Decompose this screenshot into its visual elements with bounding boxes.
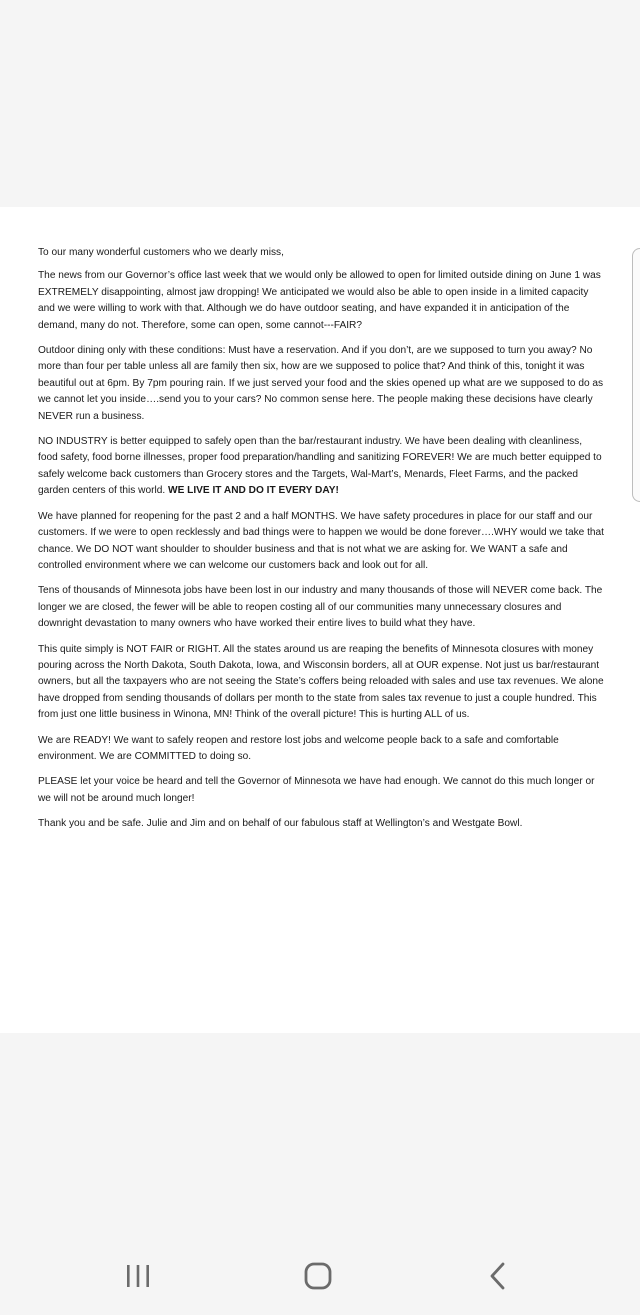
navigation-bar — [0, 1236, 640, 1315]
letter-body — [38, 245, 604, 842]
home-icon — [303, 1261, 333, 1291]
paragraph-reopening-plan: We have planned for reopening for the past 2 and a half MONTHS. We have safety procedures in place for our staff and our customers. If we were to open recklessly and bad things were to happen we would be done forever….WHY would we take that chance. We DO NOT want shoulder to shoulder business and that is not what we are asking for. We WANT a safe and controlled environment where we can welcome our customers back and look out for all. — [38, 510, 604, 571]
document-image — [0, 207, 640, 1033]
edge-panel-handle[interactable] — [632, 248, 640, 502]
recent-apps-icon — [125, 1264, 151, 1288]
paragraph-call-to-action: PLEASE let your voice be heard and tell the Governor of Minnesota we have had enough. We cannot do this much longer or we will not be around much longer! — [38, 776, 595, 804]
letter-greeting: To our many wonderful customers who we dearly miss, — [38, 247, 284, 258]
home-button[interactable] — [288, 1256, 348, 1296]
paragraph-signoff: Thank you and be safe. Julie and Jim and on behalf of our fabulous staff at Wellington’s and Westgate Bowl. — [38, 818, 523, 830]
back-icon — [488, 1262, 508, 1290]
paragraph-industry — [38, 434, 604, 500]
industry-text: NO INDUSTRY is better equipped to safely open than the bar/restaurant industry. We have been dealing with cleanliness, food safety, food borne illnesses, proper food preparation/handling and sanitizing FOREVER! We are much better equipped to safely welcome back customers than Grocery stores and the Targets, Wal-Mart’s, Menards, Fleet Farms, and the packed garden centers of this world. — [38, 436, 602, 497]
paragraph-outdoor-conditions: Outdoor dining only with these conditions: Must have a reservation. And if you don’t, are we supposed to turn you away? No more than four per table unless all are family then six, how are we supposed to police that? And think of this, tonight it was beautiful out at 6pm. By 7pm pouring rain. If we just served your food and the skies opened up what are we supposed to do as we cannot let you inside….send you to your cars? No common sense here. The people making these decisions have clearly NEVER run a business. — [38, 345, 604, 422]
paragraph-not-fair: This quite simply is NOT FAIR or RIGHT. All the states around us are reaping the benefits of Minnesota closures with money pouring across the North Dakota, South Dakota, Iowa, and Wisconsin borders, all at OUR expense. Not just us bar/restaurant owners, but all the taxpayers who are not seeing the State’s coffers being reloaded with sales and use tax revenues. We alone have dropped from sending thousands of dollars per month to the state from sales tax revenue to just a couple hundred. This from just one little business in Winona, MN! Think of the overall picture! This is hurting ALL of us. — [38, 643, 604, 721]
paragraph-jobs-lost: Tens of thousands of Minnesota jobs have been lost in our industry and many thousands of those will NEVER come back. The longer we are closed, the fewer will be able to reopen costing all of our communities many unnecessary closures and downright devastation to many owners who have worked their entire lives to build what they have. — [38, 585, 603, 630]
paragraph-governor-news: The news from our Governor’s office last week that we would only be allowed to open for limited outside dining on June 1 was EXTREMELY disappointing, almost jaw dropping! We anticipated we would also be able to open inside in a limited capacity and we were willing to work with that. Although we do have outdoor seating, and have expanded it in anticipation of the demand, many do not. Therefore, some can open, some cannot---FAIR? — [38, 270, 601, 331]
back-button[interactable] — [468, 1256, 528, 1296]
paragraph-ready: We are READY! We want to safely reopen and restore lost jobs and welcome people back to a safe and comfortable environment. We are COMMITTED to doing so. — [38, 734, 559, 762]
industry-bold-statement: WE LIVE IT AND DO IT EVERY DAY! — [168, 485, 339, 497]
recent-apps-button[interactable] — [108, 1256, 168, 1296]
